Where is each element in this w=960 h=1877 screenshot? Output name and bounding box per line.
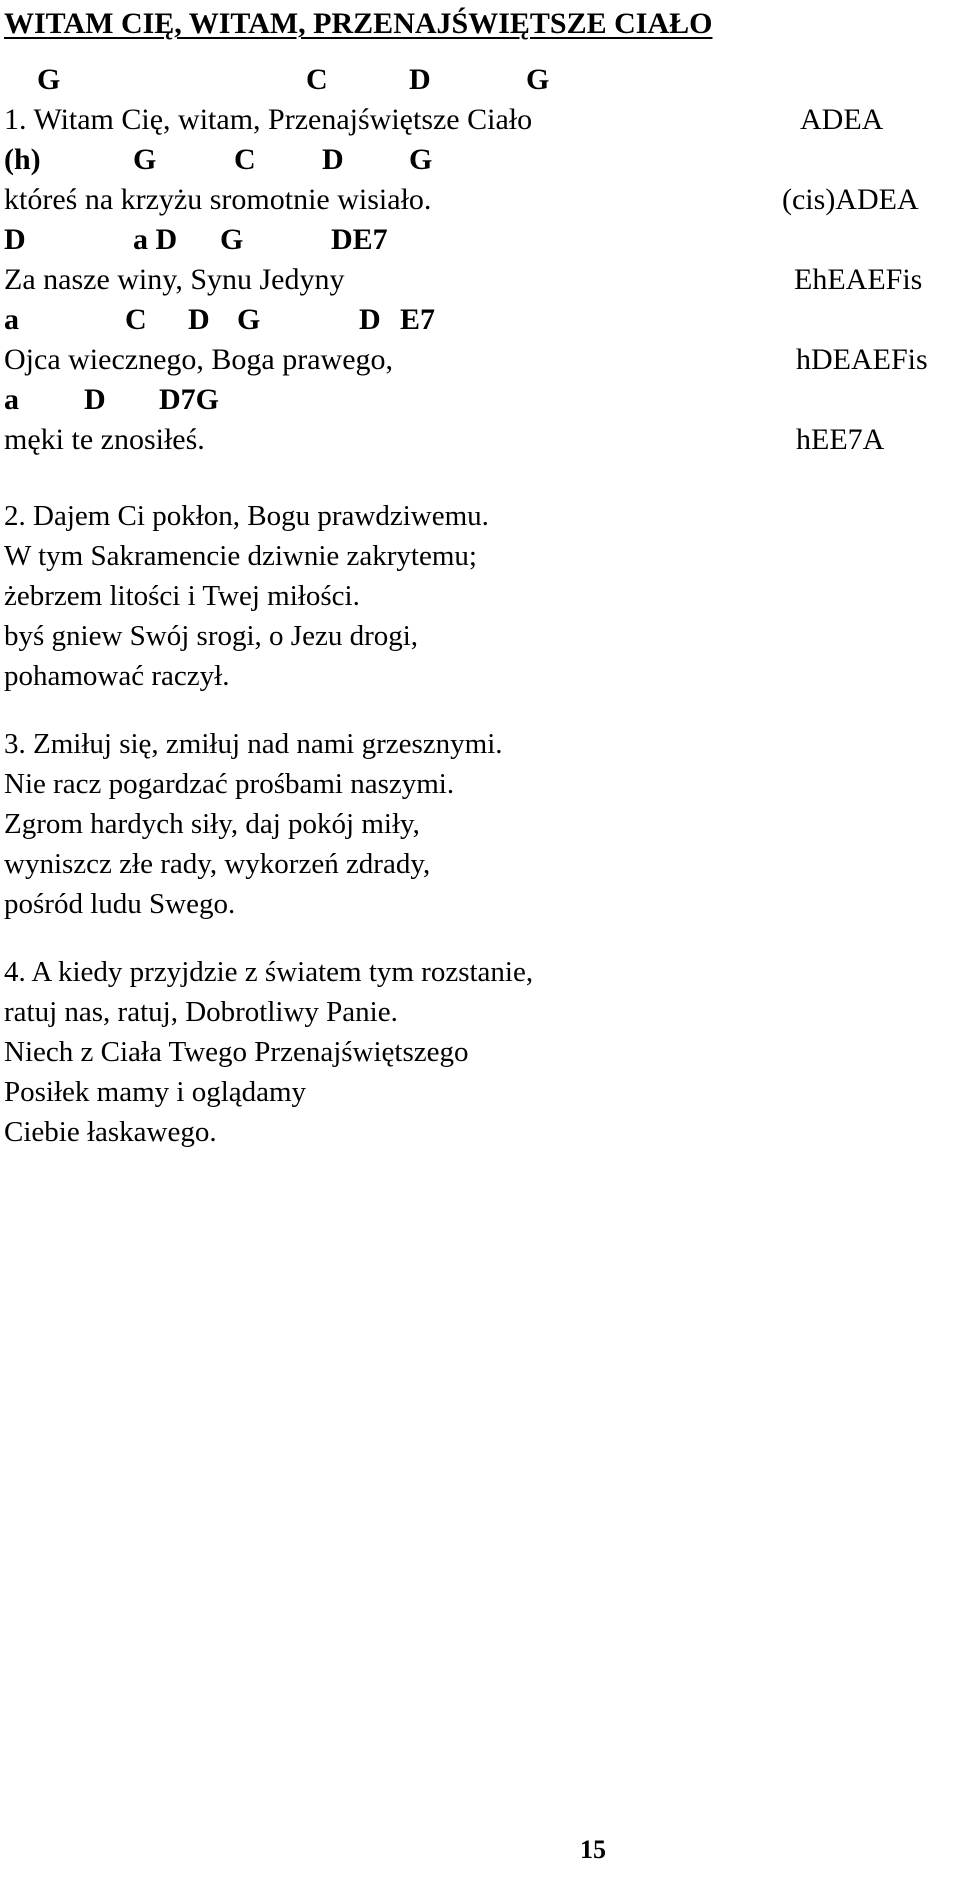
chord-line-2 xyxy=(4,140,956,180)
verse-line: pośród ludu Swego. xyxy=(4,888,236,920)
chord-line-4 xyxy=(4,300,956,340)
chord: D xyxy=(188,303,210,336)
chord: C xyxy=(306,63,328,96)
lyric: Ojca wiecznego, Boga prawego, xyxy=(4,343,394,376)
chord: G xyxy=(526,63,550,96)
verse-3 xyxy=(4,724,956,924)
page-number: 15 xyxy=(580,1835,606,1864)
alt-chords: EhEAEFis xyxy=(794,263,923,296)
chord: D xyxy=(409,63,431,96)
chord: D xyxy=(84,383,106,416)
lyric: któreś na krzyżu sromotnie wisiało. xyxy=(4,183,432,216)
chord: a xyxy=(4,303,19,336)
verse-line: żebrzem litości i Twej miłości. xyxy=(4,580,360,612)
lyric-line-5 xyxy=(4,420,956,460)
lyric: Za nasze winy, Synu Jedyny xyxy=(4,263,345,296)
lyric-line-2 xyxy=(4,180,956,220)
song-title: WITAM CIĘ, WITAM, PRZENAJŚWIĘTSZE CIAŁO xyxy=(4,7,713,40)
chord: G xyxy=(37,63,61,96)
chord: a D xyxy=(133,223,178,256)
verse-line: Ciebie łaskawego. xyxy=(4,1116,217,1148)
alt-chords: (cis)ADEA xyxy=(782,183,919,216)
verse-4 xyxy=(4,952,956,1152)
alt-chords: hDEAEFis xyxy=(796,343,928,376)
verse-line: wyniszcz złe rady, wykorzeń zdrady, xyxy=(4,848,431,880)
verse-line: Posiłek mamy i oglądamy xyxy=(4,1076,307,1108)
chord: a xyxy=(4,383,19,416)
verse-line: Nie racz pogardzać prośbami naszymi. xyxy=(4,768,455,800)
verse-2 xyxy=(4,496,956,696)
chord: D xyxy=(4,223,26,256)
chord-line-1 xyxy=(4,60,956,100)
chord-line-3 xyxy=(4,220,956,260)
chord: C xyxy=(125,303,147,336)
verse-line: W tym Sakramencie dziwnie zakrytemu; xyxy=(4,540,477,572)
alt-chords: hEE7A xyxy=(796,423,885,456)
lyric-line-4 xyxy=(4,340,956,380)
verse-line: 3. Zmiłuj się, zmiłuj nad nami grzesznymi. xyxy=(4,728,503,760)
chord: G xyxy=(133,143,157,176)
chord: G xyxy=(237,303,261,336)
verse-line: Zgrom hardych siły, daj pokój miły, xyxy=(4,808,420,840)
chord: D xyxy=(322,143,344,176)
lyric: 1. Witam Cię, witam, Przenajświętsze Ciało xyxy=(4,103,533,136)
chord: G xyxy=(220,223,244,256)
verse-line: byś gniew Swój srogi, o Jezu drogi, xyxy=(4,620,419,652)
lyric: męki te znosiłeś. xyxy=(4,423,205,456)
verse-line: 4. A kiedy przyjdzie z światem tym rozstanie, xyxy=(4,956,534,988)
alt-chords: ADEA xyxy=(800,103,884,136)
chord: DE7 xyxy=(331,223,388,256)
verse-line: Niech z Ciała Twego Przenajświętszego xyxy=(4,1036,469,1068)
verse-line: ratuj nas, ratuj, Dobrotliwy Panie. xyxy=(4,996,398,1028)
lyric-line-3 xyxy=(4,260,956,300)
chord: G xyxy=(409,143,433,176)
chord: D7G xyxy=(159,383,219,416)
verses xyxy=(4,496,956,1180)
chord: C xyxy=(234,143,256,176)
verse-1-with-chords xyxy=(4,60,956,460)
chord: E7 xyxy=(400,303,436,336)
lyric-line-1 xyxy=(4,100,956,140)
verse-line: 2. Dajem Ci pokłon, Bogu prawdziwemu. xyxy=(4,500,489,532)
chord: (h) xyxy=(4,143,41,176)
verse-line: pohamować raczył. xyxy=(4,660,230,692)
chord-line-5 xyxy=(4,380,956,420)
chord: D xyxy=(359,303,381,336)
